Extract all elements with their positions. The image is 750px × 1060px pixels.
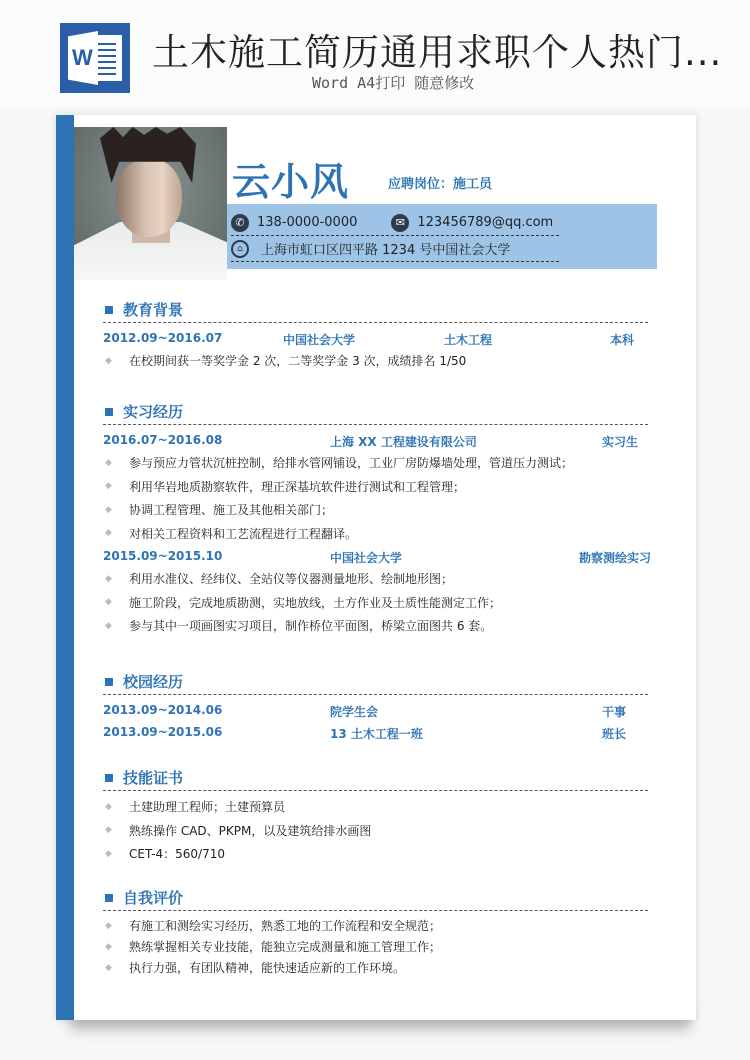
section-title: 技能证书 [123,769,184,787]
intern-date: 2015.09~2015.10 [103,549,223,563]
campus-org: 院学生会 [330,705,379,719]
word-icon: W [60,23,130,93]
section-title: 自我评价 [123,889,184,907]
email-icon: ✉ [391,214,409,232]
section-marker-icon [105,678,113,686]
contact-row-address [231,236,559,262]
list-item: ◆ 参与其中一项画图实习项目，制作桥位平面图，桥梁立面图共 6 套。 [105,619,493,634]
diamond-bullet-icon: ◆ [105,481,112,492]
list-item: ◆ 参与预应力管状沉桩控制，给排水管网铺设，工业厂房防爆墙处理，管道压力测试； [105,456,574,471]
section-title: 教育背景 [123,301,184,319]
section-title: 实习经历 [123,403,184,421]
section-education [103,301,648,373]
diamond-bullet-icon: ◆ [105,941,112,952]
phone-number: 138-0000-0000 [257,215,358,230]
section-marker-icon [105,894,113,902]
diamond-bullet-icon: ◆ [105,962,112,973]
address: 上海市虹口区四平路 1234 号中国社会大学 [261,243,511,258]
phone-icon: ✆ [231,214,249,232]
edu-degree: 本科 [610,333,635,347]
diamond-bullet-icon: ◆ [105,504,112,515]
edu-major: 土木工程 [444,333,493,347]
contact-row-phone-email [231,210,559,236]
section-internship [103,403,652,638]
list-item: ◆ 土建助理工程师；土建预算员 [105,800,286,815]
campus-row [103,721,648,743]
diamond-bullet-icon: ◆ [105,848,112,859]
list-item: ◆ CET-4：560/710 [105,847,226,862]
section-marker-icon [105,408,113,416]
list-item: ◆ 在校期间获一等奖学金 2 次，二等奖学金 3 次，成绩排名 1/50 [105,354,467,369]
diamond-bullet-icon: ◆ [105,457,112,468]
diamond-bullet-icon: ◆ [105,620,112,631]
document-title: 土木施工简历通用求职个人热门... [152,31,723,74]
campus-role: 干事 [602,705,627,719]
diamond-bullet-icon: ◆ [105,528,112,539]
campus-date: 2013.09~2015.06 [103,725,223,739]
diamond-bullet-icon: ◆ [105,920,112,931]
intern-role: 实习生 [602,435,639,449]
campus-row [103,699,648,721]
section-marker-icon [105,774,113,782]
list-item: ◆ 施工阶段，完成地质勘测，实地放线，土方作业及土质性能测定工作； [105,595,502,610]
diamond-bullet-icon: ◆ [105,801,112,812]
resume-page [56,115,696,1020]
candidate-name: 云小风 [232,160,350,204]
home-pin-icon: ⌂ [231,240,249,258]
education-row [103,327,648,349]
list-item: ◆ 对相关工程资料和工艺流程进行工程翻译。 [105,526,358,541]
edu-date: 2012.09~2016.07 [103,331,223,345]
intern-org: 上海 XX 工程建设有限公司 [330,435,477,449]
document-subtitle: Word A4打印 随意修改 [312,74,475,92]
section-title: 校园经历 [123,673,184,691]
list-item: ◆ 利用水准仪、经纬仪、全站仪等仪器测量地形、绘制地形图； [105,572,454,587]
list-item: ◆ 执行力强，有团队精神，能快速适应新的工作环境。 [105,961,406,975]
profile-photo [74,127,227,280]
intern-date: 2016.07~2016.08 [103,433,223,447]
section-marker-icon [105,306,113,314]
diamond-bullet-icon: ◆ [105,573,112,584]
list-item: ◆ 有施工和测绘实习经历，熟悉工地的工作流程和安全规范； [105,919,442,933]
section-campus [103,673,648,743]
section-self-evaluation [103,889,648,978]
list-item: ◆ 协调工程管理、施工及其他相关部门； [105,503,334,518]
campus-role: 班长 [602,727,627,741]
diamond-bullet-icon: ◆ [105,355,112,366]
diamond-bullet-icon: ◆ [105,825,112,836]
internship-row [103,545,652,567]
list-item: ◆ 熟练操作 CAD、PKPM，以及建筑给排水画图 [105,823,372,838]
section-skills [103,769,648,866]
accent-side-bar [56,115,74,1020]
campus-org: 13 土木工程一班 [330,727,423,741]
email-address: 123456789@qq.com [417,215,554,230]
edu-school: 中国社会大学 [283,333,356,347]
contact-band [227,204,657,269]
intern-org: 中国社会大学 [330,551,403,565]
list-item: ◆ 利用华岩地质勘察软件，理正深基坑软件进行测试和工程管理； [105,479,466,494]
list-item: ◆ 熟练掌握相关专业技能，能独立完成测量和施工管理工作； [105,940,442,954]
diamond-bullet-icon: ◆ [105,597,112,608]
internship-row [103,429,648,451]
preview-banner [0,0,750,108]
intern-role: 勘察测绘实习 [579,551,652,565]
applied-position: 应聘岗位：施工员 [388,177,493,192]
campus-date: 2013.09~2014.06 [103,703,223,717]
